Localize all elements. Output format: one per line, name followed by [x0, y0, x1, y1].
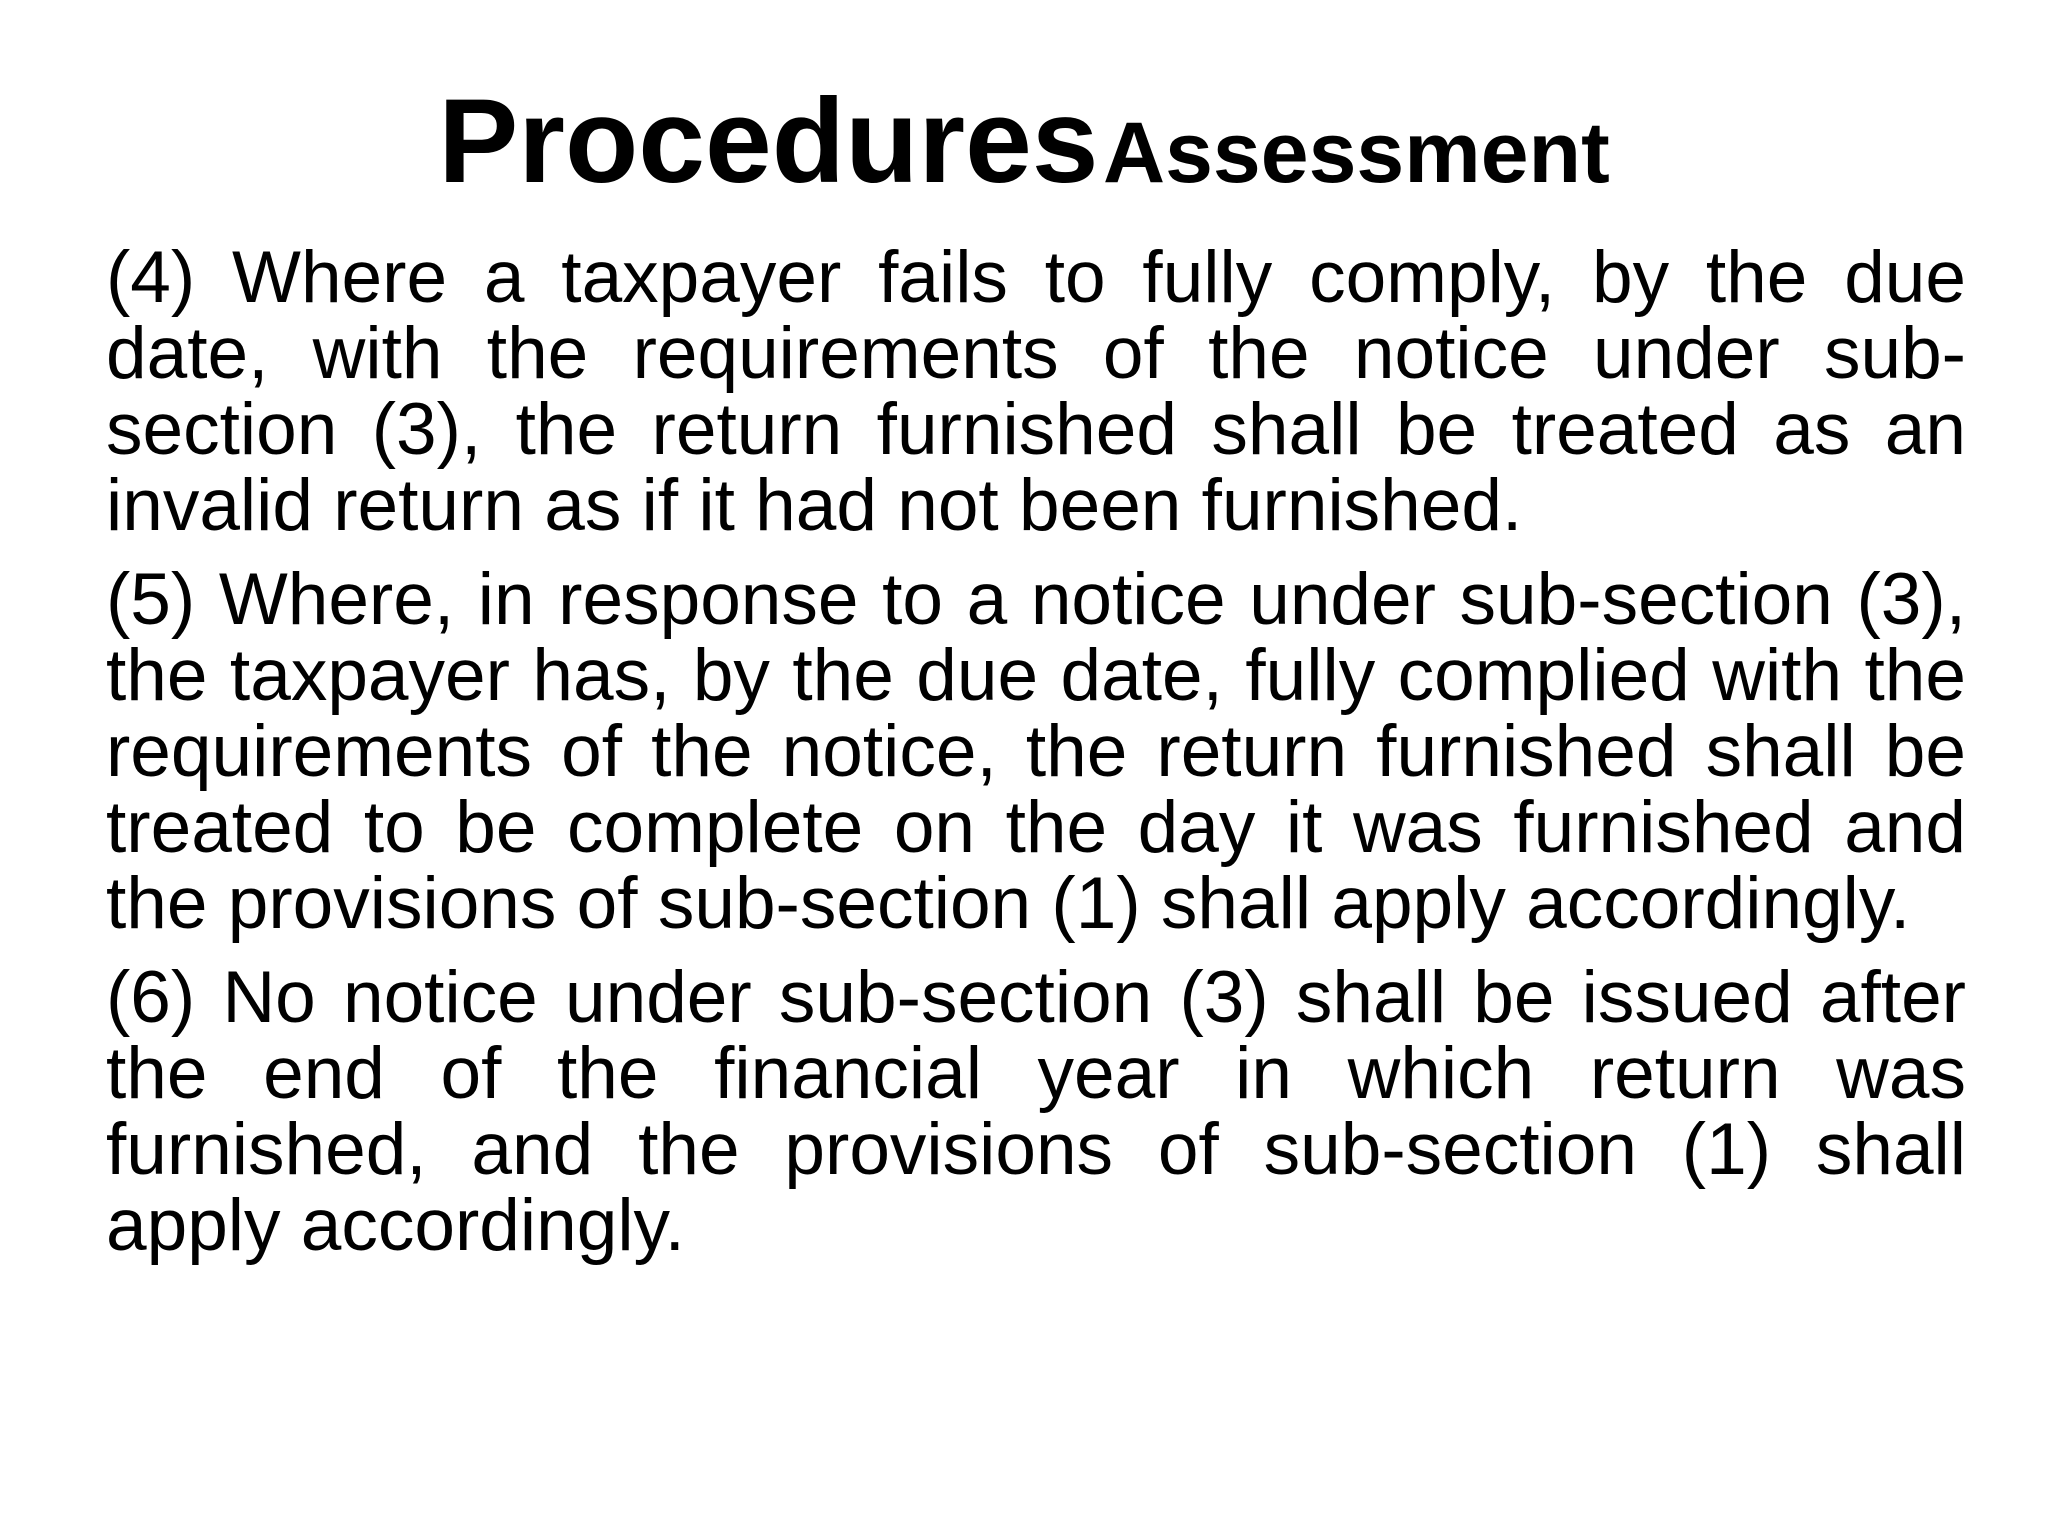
paragraph-5: (5) Where, in response to a notice under sub-section (3), the taxpayer has, by the due date, fully complied with the requirements of the notice, the return furnished shall be treated to be complete on the day it was furnished and the provisions of sub-section (1) shall apply accordingly. [106, 559, 1966, 944]
slide-title [0, 72, 2048, 210]
slide-body [106, 237, 1966, 1282]
title-main: Procedures [438, 74, 1099, 208]
paragraph-6: (6) No notice under sub-section (3) shall be issued after the end of the financial year in which return was furnished, and the provisions of sub-section (1) shall apply accordingly. [106, 957, 1966, 1266]
title-sub: Assessment [1103, 105, 1610, 201]
paragraph-4: (4) Where a taxpayer fails to fully comply, by the due date, with the requirements of the notice under sub-section (3), the return furnished shall be treated as an invalid return as if it had not been furnished. [106, 237, 1966, 546]
